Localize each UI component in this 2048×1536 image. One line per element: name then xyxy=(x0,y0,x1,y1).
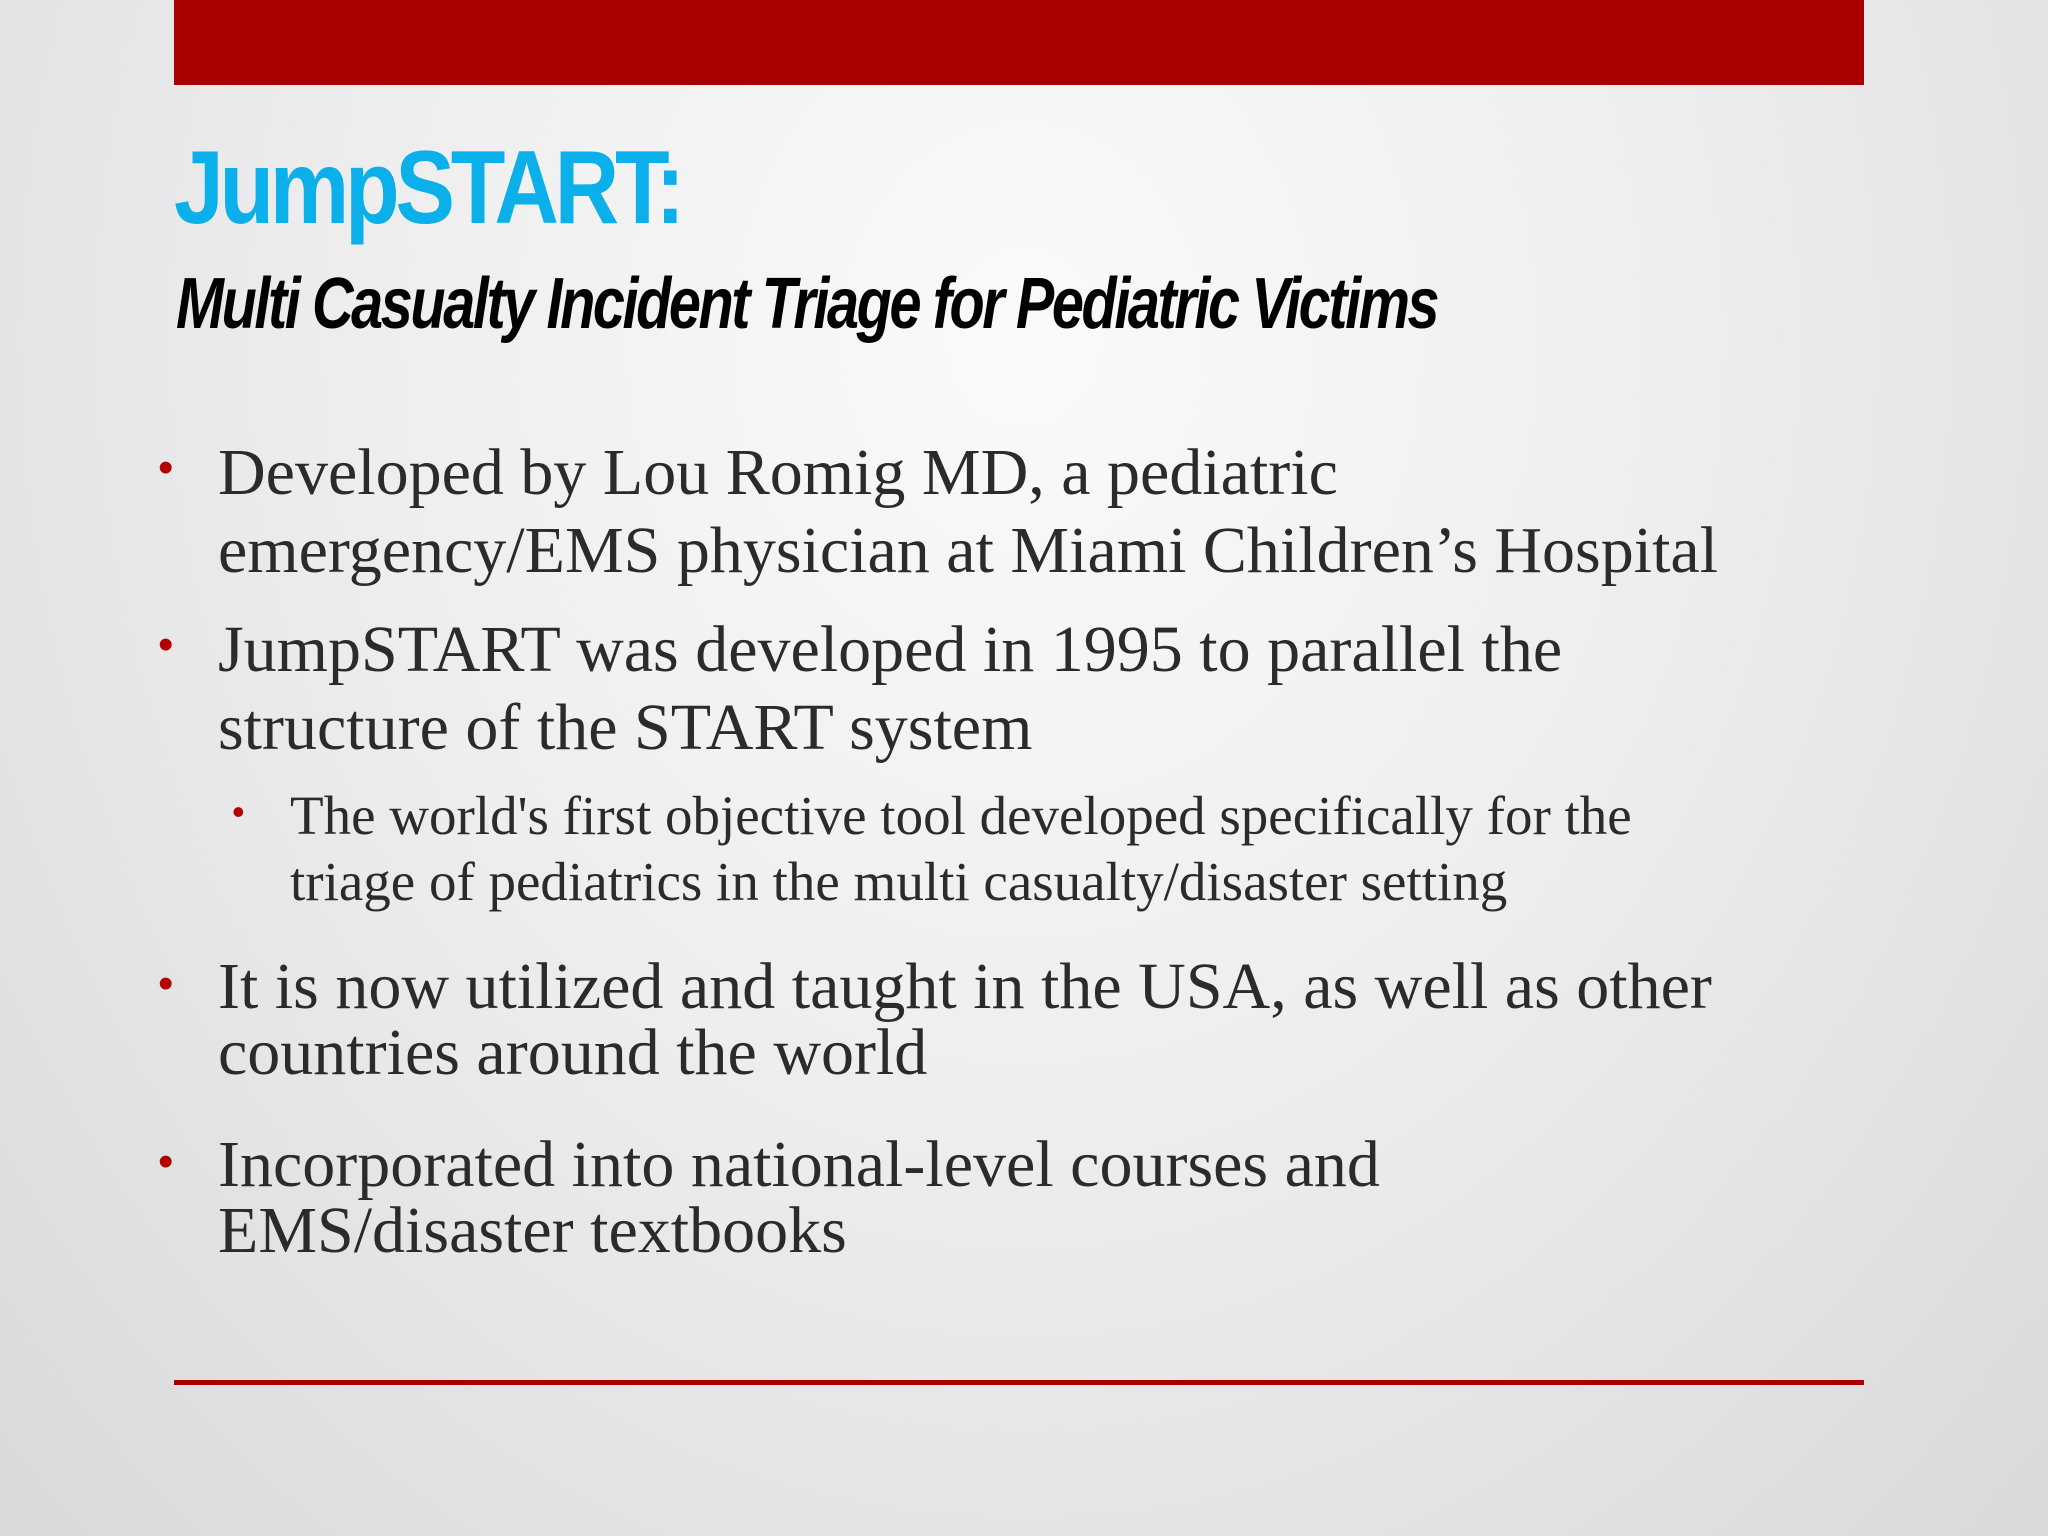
sub-bullet-line: triage of pediatrics in the multi casualty/disaster setting xyxy=(290,851,1508,912)
bullet-text xyxy=(218,434,1718,590)
bullet-text xyxy=(218,1128,1380,1267)
bullet-dot-icon: • xyxy=(158,959,174,1008)
bullet-line: structure of the START system xyxy=(218,691,1033,764)
top-accent-bar xyxy=(174,0,1864,85)
bullet-dot-icon: • xyxy=(158,443,174,492)
bullet-line: JumpSTART was developed in 1995 to parallel the xyxy=(218,613,1563,686)
bullet-line: countries around the world xyxy=(218,1016,928,1089)
bullet-text xyxy=(218,611,1562,767)
bottom-divider xyxy=(174,1380,1864,1385)
slide-title: JumpSTART: xyxy=(174,130,681,246)
sub-bullet-text xyxy=(290,783,1632,915)
bullet-text xyxy=(218,950,1712,1089)
sub-bullet-line: The world's first objective tool developed specifically for the xyxy=(290,785,1632,846)
bullet-dot-icon: • xyxy=(158,620,174,669)
sub-bullet-dot-icon: • xyxy=(232,791,245,832)
bullet-dot-icon: • xyxy=(158,1137,174,1186)
bullet-line: Incorporated into national-level courses and xyxy=(218,1128,1380,1201)
bullet-line: Developed by Lou Romig MD, a pediatric xyxy=(218,436,1338,509)
bullet-line: It is now utilized and taught in the USA, as well as other xyxy=(218,950,1712,1023)
slide-subtitle: Multi Casualty Incident Triage for Pediatric Victims xyxy=(176,264,1438,344)
bullet-line: EMS/disaster textbooks xyxy=(218,1194,847,1267)
bullet-line: emergency/EMS physician at Miami Children’s Hospital xyxy=(218,514,1719,587)
